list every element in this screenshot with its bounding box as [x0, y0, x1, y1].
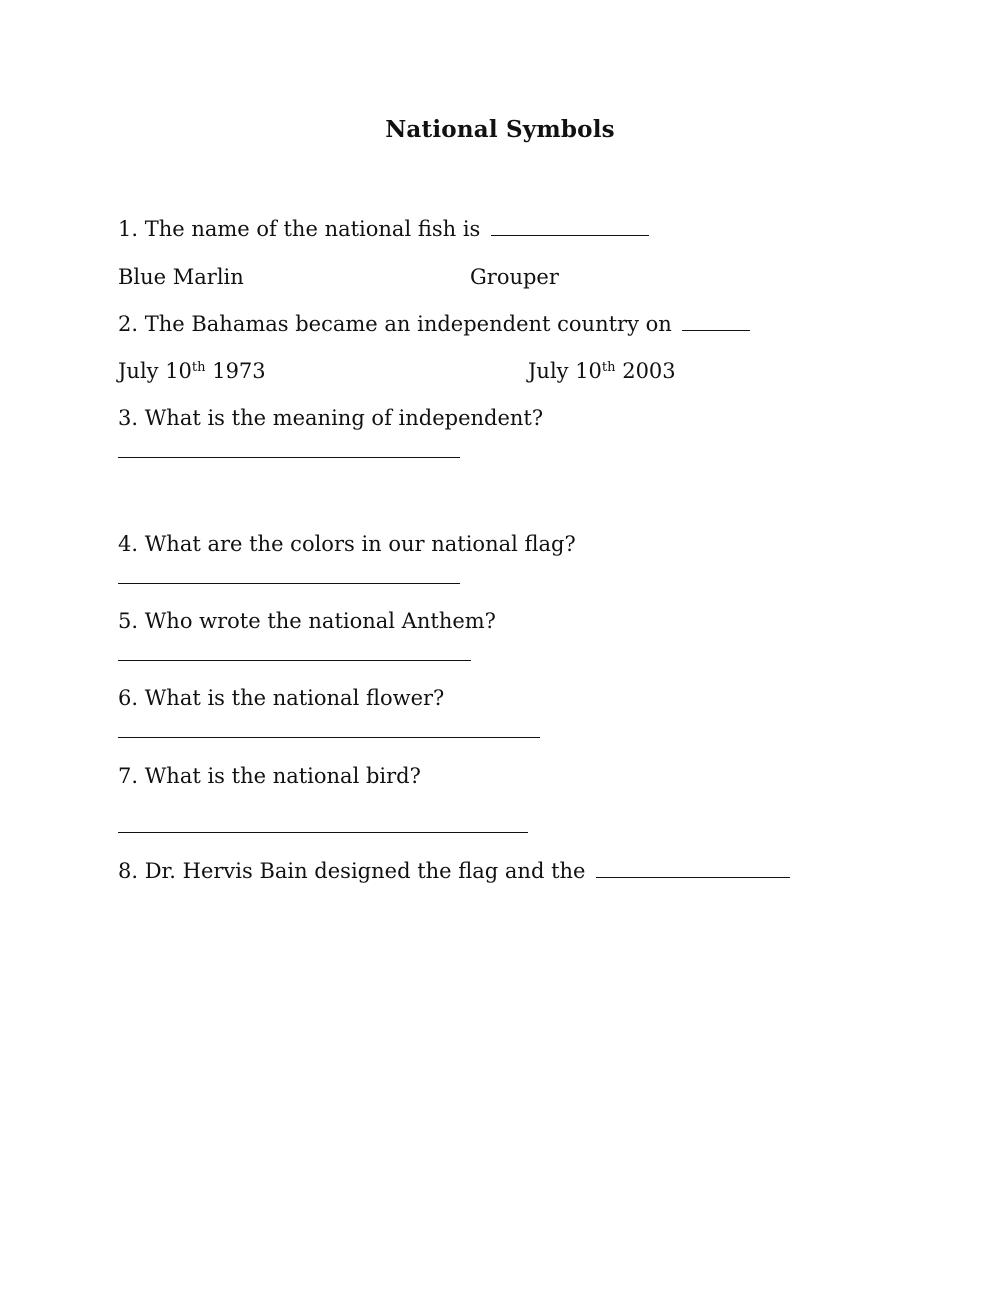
question-7-text: 7. What is the national bird? — [118, 764, 421, 788]
question-1-option-a[interactable]: Blue Marlin — [118, 265, 244, 289]
question-4-answer-line[interactable] — [118, 583, 460, 584]
question-2-blank[interactable] — [682, 310, 750, 331]
option-a-date: July 10 — [118, 359, 192, 383]
question-7-answer-line[interactable] — [118, 832, 528, 833]
question-6-text: 6. What is the national flower? — [118, 686, 445, 710]
question-1-blank[interactable] — [491, 215, 649, 236]
option-b-date: July 10 — [528, 359, 602, 383]
option-a-year: 1973 — [205, 359, 266, 383]
question-1-text: 1. The name of the national fish is — [118, 217, 481, 241]
option-b-year: 2003 — [615, 359, 676, 383]
question-2-option-b[interactable] — [528, 357, 676, 385]
question-8-blank[interactable] — [596, 857, 790, 878]
question-1 — [118, 215, 649, 243]
question-5-text: 5. Who wrote the national Anthem? — [118, 609, 496, 633]
question-2-option-a[interactable] — [118, 357, 266, 385]
question-2-text: 2. The Bahamas became an independent country on — [118, 312, 672, 336]
option-a-ordinal: th — [191, 360, 206, 375]
question-8-text: 8. Dr. Hervis Bain designed the flag and the — [118, 859, 586, 883]
question-5-answer-line[interactable] — [118, 660, 471, 661]
question-3-answer-line[interactable] — [118, 457, 460, 458]
page-title: National Symbols — [385, 116, 615, 143]
question-6-answer-line[interactable] — [118, 737, 540, 738]
question-8 — [118, 857, 790, 885]
option-b-ordinal: th — [601, 360, 616, 375]
question-4-text: 4. What are the colors in our national flag? — [118, 532, 576, 556]
question-2 — [118, 310, 750, 338]
question-3-text: 3. What is the meaning of independent? — [118, 406, 544, 430]
question-1-option-b[interactable]: Grouper — [470, 265, 559, 289]
